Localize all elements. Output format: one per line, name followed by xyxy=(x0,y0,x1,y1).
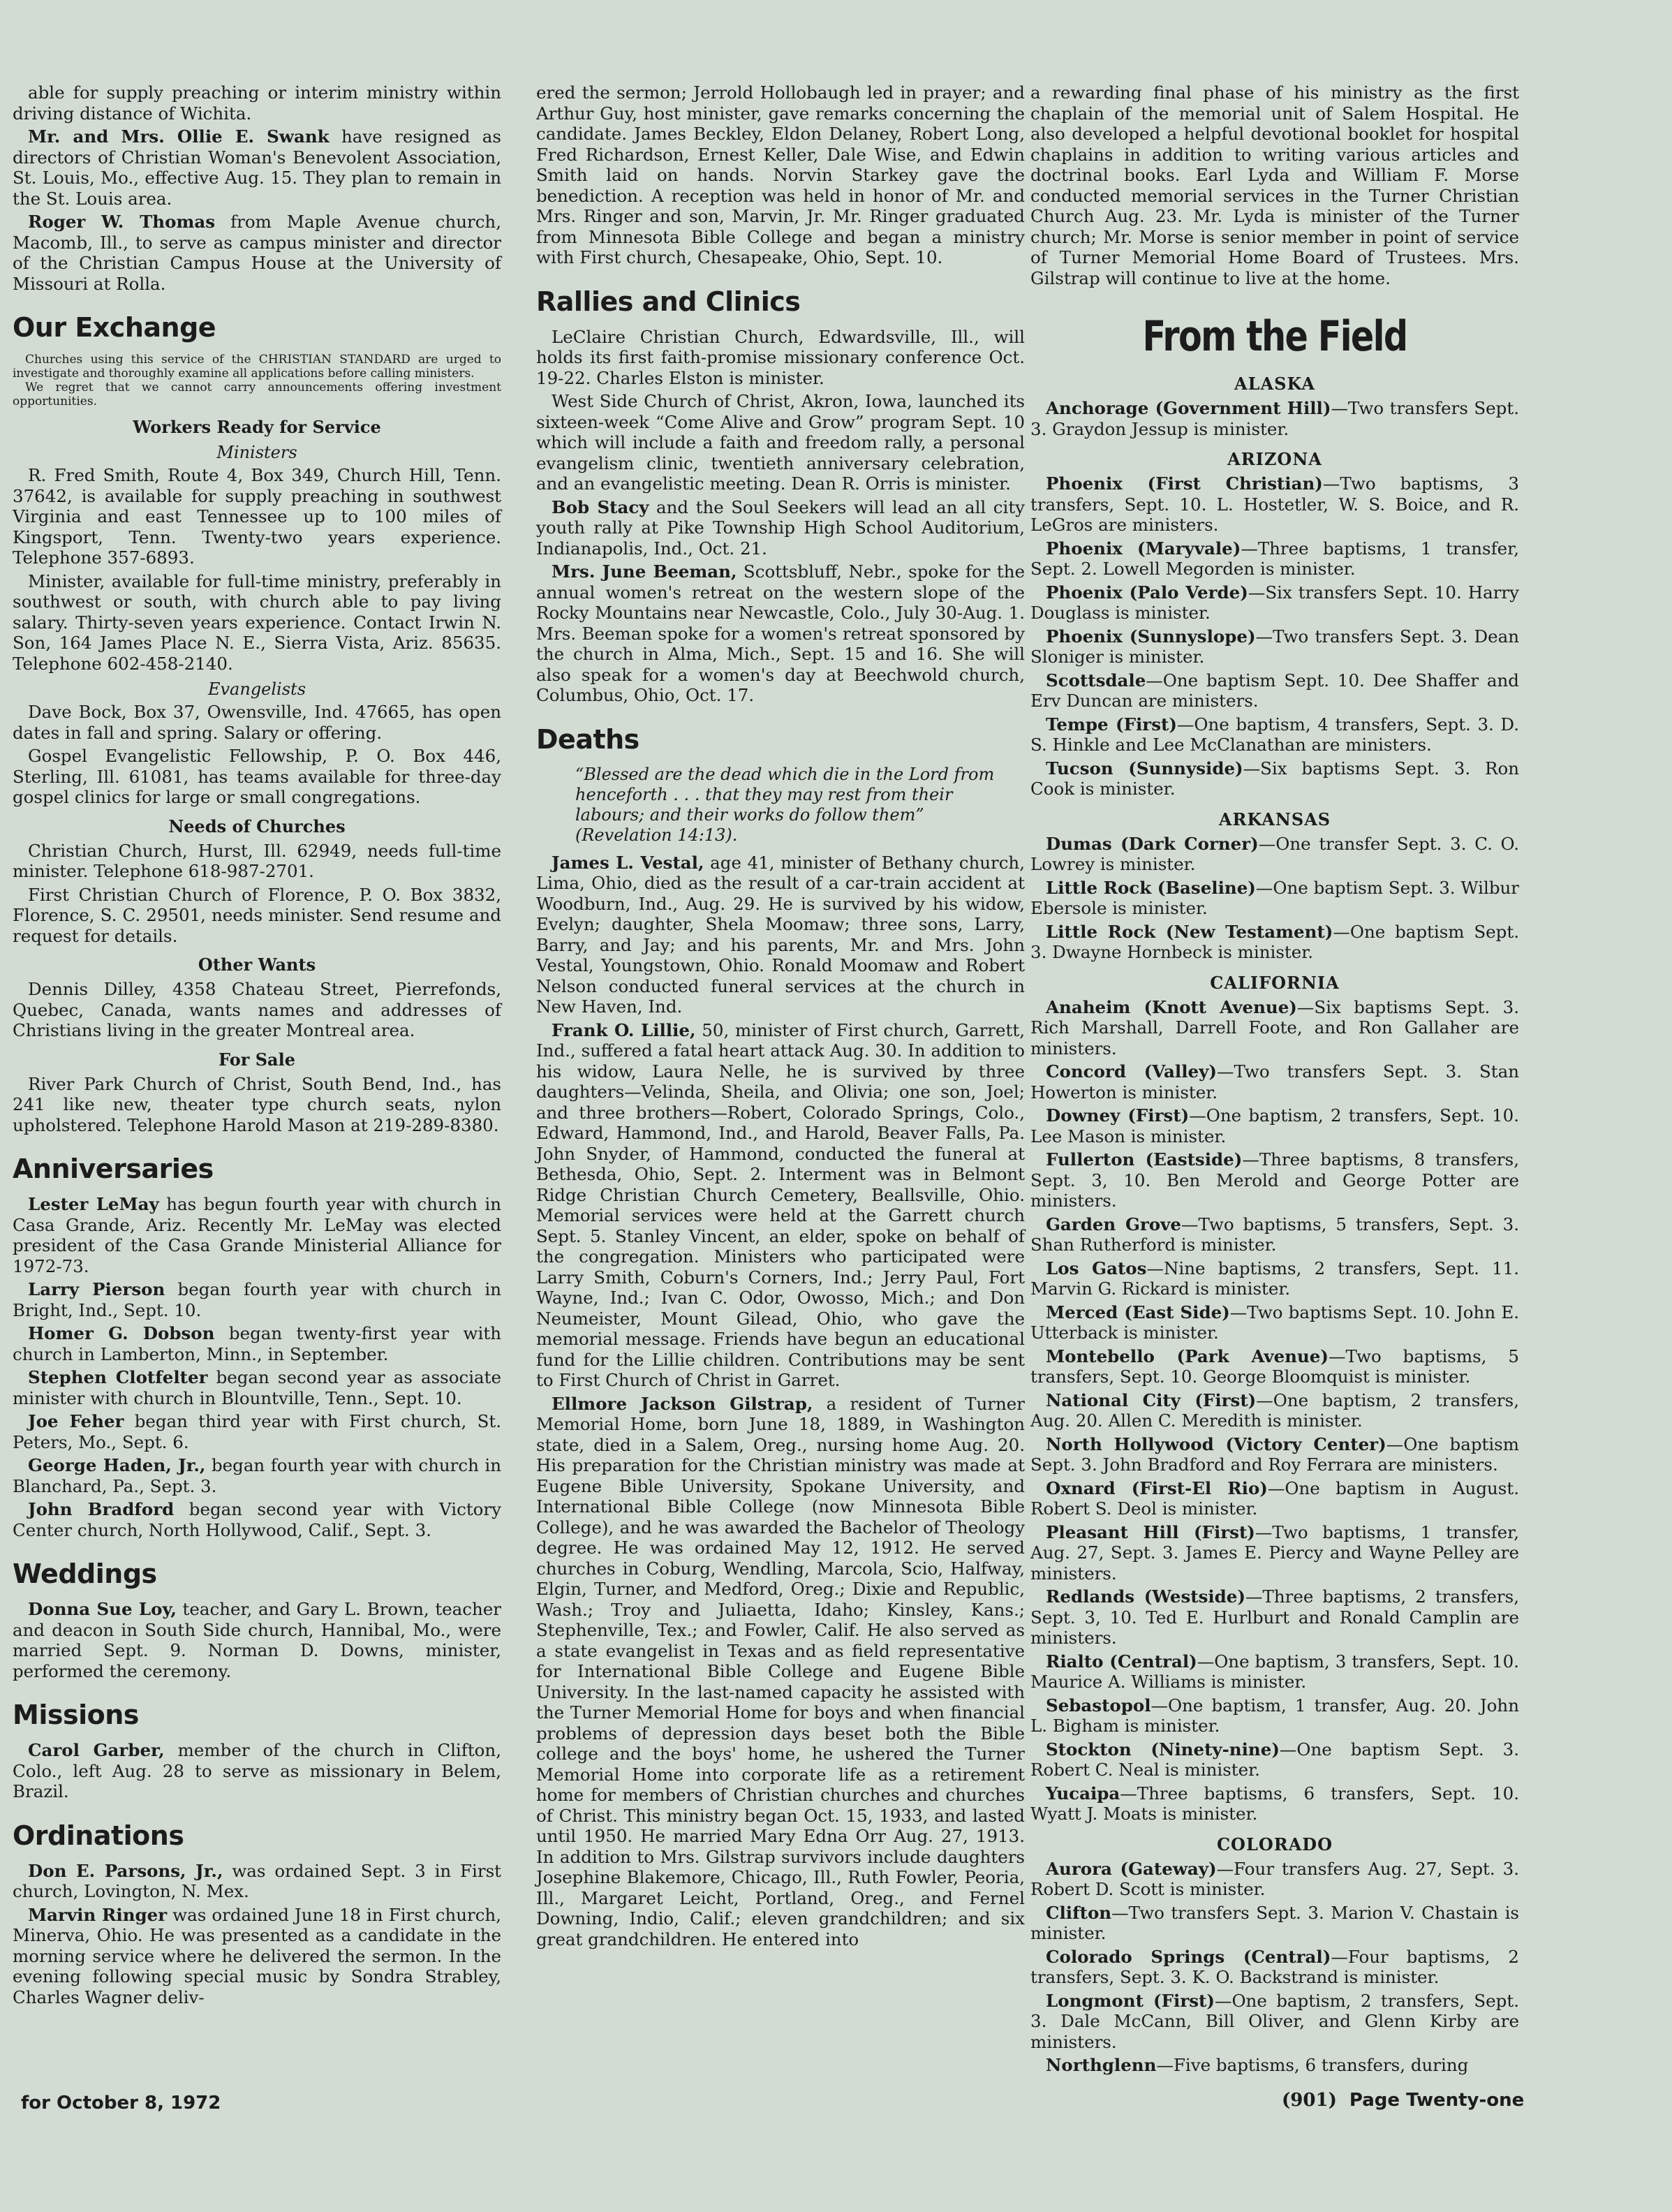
church-report: Scottsdale—One baptism Sept. 10. Dee Shaffer and Erv Duncan are ministers. xyxy=(1030,670,1519,711)
news-item: Carol Garber, member of the church in Clifton, Colo., left Aug. 28 to serve as missionary in Belem, Brazil. xyxy=(13,1740,502,1801)
state-heading: CALIFORNIA xyxy=(1210,972,1340,993)
exchange-note: Churches using this service of the CHRISTIAN STANDARD are urged to investigate and thoroughly examine all applications before calling ministers. xyxy=(13,353,501,381)
news-item: Don E. Parsons, Jr., was ordained Sept. 3 in First church, Lovington, N. Mex. xyxy=(13,1860,501,1901)
news-item: John Bradford began second year with Victory Center church, North Hollywood, Calif., Sept. 3. xyxy=(13,1499,501,1540)
from-the-field-title: From the Field xyxy=(1142,312,1407,361)
state-heading: ARIZONA xyxy=(1227,449,1322,469)
footer-page-number xyxy=(1282,2090,1524,2111)
subhead-needs: Needs of Churches xyxy=(168,816,346,836)
news-item: Stephen Clotfelter began second year as associate minister with church in Blountville, Tenn., Sept. 10. xyxy=(13,1367,502,1408)
church-report: Downey (First)—One baptism, 2 transfers, Sept. 10. Lee Mason is minister. xyxy=(1030,1105,1519,1146)
news-item: Mrs. June Beeman, Scottsbluff, Nebr., spoke for the annual women's retreat on the western slope of the Rocky Mountains near Newcastle, Colo., July 30-Aug. 1. Mrs. Beeman spoke for a women's retreat sponsored by the church in Alma, Mich., Sept. 15 and 16. She will also speak for a women's day at Beechwold church, Columbus, Ohio, Oct. 17. xyxy=(536,561,1025,705)
subhead-other-wants: Other Wants xyxy=(198,954,316,975)
page-label: Page Twenty-one xyxy=(1349,2090,1525,2111)
news-item: George Haden, Jr., began fourth year with church in Blanchard, Pa., Sept. 3. xyxy=(13,1455,501,1496)
state-heading: ARKANSAS xyxy=(1218,809,1331,830)
listing: First Christian Church of Florence, P. O. Box 3832, Florence, S. C. 29501, needs minister. Send resume and request for details. xyxy=(13,884,501,946)
church-report: Colorado Springs (Central)—Four baptisms, 2 transfers, Sept. 3. K. O. Backstrand is minister. xyxy=(1030,1946,1519,1987)
exchange-note: We regret that we cannot carry announcements offering investment opportunities. xyxy=(13,381,501,408)
church-report: Fullerton (Eastside)—Three baptisms, 8 transfers, Sept. 3, 10. Ben Merold and George Potter are ministers. xyxy=(1030,1149,1519,1211)
church-report: Concord (Valley)—Two transfers Sept. 3. Stan Howerton is minister. xyxy=(1030,1061,1519,1103)
col1-intro xyxy=(13,82,501,294)
news-item: Homer G. Dobson began twenty-first year with church in Lamberton, Minn., in September. xyxy=(13,1323,501,1364)
listing: Dennis Dilley, 4358 Chateau Street, Pierrefonds, Quebec, Canada, wants names and addresses of Christians living in the greater Montreal area. xyxy=(13,979,501,1040)
church-report: National City (First)—One baptism, 2 transfers, Aug. 20. Allen C. Meredith is minister. xyxy=(1030,1389,1519,1431)
section-title-anniversaries: Anniversaries xyxy=(13,1153,214,1184)
obituary: Frank O. Lillie, 50, minister of First church, Garrett, Ind., suffered a fatal heart attack Aug. 30. In addition to his widow, Laura Nelle, he is survived by three daughters—Velinda, Sheila, and Olivia; one son, Joel; and three brothers—Robert, Colorado Springs, Colo., Edward, Hammond, Ind., and Harold, Beaver Falls, Pa. John Snyder, of Hammond, conducted the funeral at Bethesda, Ohio, Sept. 2. Interment was in Belmont Ridge Christian Church Cemetery, Beallsville, Ohio. Memorial services were held at the Garrett church Sept. 5. Stanley Vincent, an elder, spoke on behalf of the congregation. Ministers who participated were Larry Smith, Coburn's Corners, Ind.; Jerry Paul, Fort Wayne, Ind.; Ivan C. Odor, Owosso, Mich.; and Don Neumeister, Mount Gilead, Ohio, who gave the memorial message. Friends have begun an educational fund for the Lillie children. Contributions may be sent to First Church of Christ in Garret. xyxy=(536,1019,1025,1390)
news-item: Donna Sue Loy, teacher, and Gary L. Brown, teacher and deacon in South Side church, Hannibal, Mo., were married Sept. 9. Norman D. Downs, minister, performed the ceremony. xyxy=(13,1599,501,1681)
listing: Dave Bock, Box 37, Owensville, Ind. 47665, has open dates in fall and spring. Salary or offering. xyxy=(13,702,501,743)
obituary: Ellmore Jackson Gilstrap, a resident of Turner Memorial Home, born June 18, 1889, in Washington state, died in a Salem, Oreg., nursing home Aug. 20. His preparation for the Christian ministry was made at Eugene Bible University, Spokane University, and International Bible College (now Minnesota Bible College), and he was awarded the Bachelor of Theology degree. He was ordained May 12, 1912. He served churches in Coburg, Wendling, Marcola, Scio, Halfway, Elgin, Turner, and Medford, Oreg.; Dixie and Republic, Wash.; Troy and Juliaetta, Idaho; Kinsley, Kans.; Stephenville, Tex.; and Fowler, Calif. He also served as a state evangelist in Texas and as field representative for International Bible College and Eugene Bible University. In the last-named capacity he assisted with the Turner Memorial Home for boys and when financial problems of depression days beset both the Bible college and the boys' home, he ushered the Turner Memorial Home into corporate life as a retirement home for members of Christian churches and churches of Christ. This ministry began Oct. 15, 1933, and lasted until 1950. He married Mary Edna Orr Aug. 27, 1913. In addition to Mrs. Gilstrap survivors include daughters Josephine Blakemore, Chicago, Ill., Ruth Fowler, Peoria, Ill., Margaret Leicht, Portland, Oreg., and Fernel Downing, Indio, Calif.; eleven grandchildren; and six great grandchildren. He entered into xyxy=(536,1393,1026,1949)
church-report: Little Rock (New Testament)—One baptism Sept. 3. Dwayne Hornbeck is minister. xyxy=(1030,921,1520,962)
church-report: Phoenix (Maryvale)—Three baptisms, 1 transfer, Sept. 2. Lowell Megorden is minister. xyxy=(1030,538,1519,579)
news-item: Joe Feher began third year with First church, St. Peters, Mo., Sept. 6. xyxy=(13,1411,501,1452)
section-title-our-exchange: Our Exchange xyxy=(13,312,216,343)
section-title-missions: Missions xyxy=(13,1699,139,1730)
column-3 xyxy=(1030,82,1519,2079)
paragraph: Mr. and Mrs. Ollie E. Swank have resigned as directors of Christian Woman's Benevolent Association, St. Louis, Mo., effective Aug. 15. They plan to remain in the St. Louis area. xyxy=(13,126,501,209)
church-report: Northglenn—Five baptisms, 6 transfers, during xyxy=(1046,2055,1469,2075)
listing: Christian Church, Hurst, Ill. 62949, needs full-time minister. Telephone 618-987-2701. xyxy=(13,840,501,881)
church-report: Redlands (Westside)—Three baptisms, 2 transfers, Sept. 3, 10. Ted E. Hurlburt and Ronald Camplin are ministers. xyxy=(1030,1586,1519,1648)
news-item: LeClaire Christian Church, Edwardsville, Ill., will holds its first faith-promise missionary conference Oct. 19-22. Charles Elston is minister. xyxy=(536,326,1025,388)
obituary: James L. Vestal, age 41, minister of Bethany church, Lima, Ohio, died as the result of a car-train accident at Woodburn, Ind., Aug. 29. He is survived by his widow, Evelyn; daughter, Shela Moomaw; three sons, Larry, Barry, and Jay; and his parents, Mr. and Mrs. John Vestal, Youngstown, Ohio. Ronald Moomaw and Robert Nelson conducted funeral services at the church in New Haven, Ind. xyxy=(536,852,1025,1017)
section-title-deaths: Deaths xyxy=(536,723,639,755)
church-report: Pleasant Hill (First)—Two baptisms, 1 transfer, Aug. 27, Sept. 3. James E. Piercy and Wayne Pelley are ministers. xyxy=(1030,1521,1519,1584)
news-item: Lester LeMay has begun fourth year with church in Casa Grande, Ariz. Recently Mr. LeMay was elected president of the Casa Grande Ministerial Alliance for 1972-73. xyxy=(13,1194,501,1276)
church-report: Clifton—Two transfers Sept. 3. Marion V. Chastain is minister. xyxy=(1030,1902,1519,1943)
church-report: Dumas (Dark Corner)—One transfer Sept. 3. C. O. Lowrey is minister. xyxy=(1030,833,1519,874)
listing: River Park Church of Christ, South Bend, Ind., has 241 like new, theater type church seats, nylon upholstered. Telephone Harold Mason at 219-289-8380. xyxy=(13,1073,501,1135)
state-reports xyxy=(1030,374,1519,2076)
church-report: Little Rock (Baseline)—One baptism Sept. 3. Wilbur Ebersole is minister. xyxy=(1030,877,1519,918)
church-report: Anaheim (Knott Avenue)—Six baptisms Sept. 3. Rich Marshall, Darrell Foote, and Ron Gallaher are ministers. xyxy=(1030,996,1519,1059)
news-item: Larry Pierson began fourth year with church in Bright, Ind., Sept. 10. xyxy=(13,1279,502,1320)
section-title-rallies: Rallies and Clinics xyxy=(536,286,801,317)
page-code: (901) xyxy=(1282,2090,1337,2111)
church-report: Los Gatos—Nine baptisms, 2 transfers, Sept. 11. Marvin G. Rickard is minister. xyxy=(1030,1258,1519,1299)
paragraph: a rewarding final phase of his ministry as the first chaplain of the memorial unit of Salem Hospital. He also developed a helpful devotional booklet for hospital chaplains in addition to writing various articles and doctrinal books. Earl Lyda and William F. Morse conducted memorial services in the Turner Christian Church Aug. 23. Mr. Lyda is minister of the Turner church; Mr. Morse is senior member in point of service of Turner Memorial Home Board of Trustees. Mrs. Gilstrap will continue to live at the home. xyxy=(1030,82,1519,288)
church-report: Longmont (First)—One baptism, 2 transfers, Sept. 3. Dale McCann, Bill Oliver, and Glenn Kirby are ministers. xyxy=(1030,1990,1519,2052)
church-report: Oxnard (First-El Rio)—One baptism in August. Robert S. Deol is minister. xyxy=(1030,1477,1519,1519)
church-report: North Hollywood (Victory Center)—One baptism Sept. 3. John Bradford and Roy Ferrara are ministers. xyxy=(1030,1433,1519,1475)
section-title-weddings: Weddings xyxy=(13,1558,157,1589)
listing: Gospel Evangelistic Fellowship, P. O. Box 446, Sterling, Ill. 61081, has teams available for three-day gospel clinics for large or small congregations. xyxy=(13,746,501,807)
subhead-workers: Workers Ready for Service xyxy=(133,417,381,437)
paragraph: ered the sermon; Jerrold Hollobaugh led in prayer; and Arthur Guy, host minister, gave remarks concerning the candidate. James Beckley, Eldon Delaney, Robert Long, Fred Richardson, Ernest Keller, Dale Wise, and Edwin Smith laid on hands. Norvin Starkey gave the benediction. A reception was held in honor of Mr. and Mrs. Ringer and son, Marvin, Jr. Mr. Ringer graduated from Minnesota Bible College and began a ministry with First church, Chesapeake, Ohio, Sept. 10. xyxy=(536,82,1025,267)
state-heading: ALASKA xyxy=(1234,374,1315,394)
church-report: Tempe (First)—One baptism, 4 transfers, Sept. 3. D. S. Hinkle and Lee McClanathan are ministers. xyxy=(1030,714,1519,755)
church-report: Merced (East Side)—Two baptisms Sept. 10. John E. Utterback is minister. xyxy=(1030,1302,1520,1343)
church-report: Yucaipa—Three baptisms, 6 transfers, Sept. 10. Wyatt J. Moats is minister. xyxy=(1030,1783,1519,1824)
paragraph: Roger W. Thomas from Maple Avenue church, Macomb, Ill., to serve as campus minister and director of the Christian Campus House at the University of Missouri at Rolla. xyxy=(13,212,501,294)
column-1 xyxy=(13,82,501,2010)
church-report: Phoenix (Sunnyslope)—Two transfers Sept. 3. Dean Sloniger is minister. xyxy=(1030,626,1519,667)
paragraph: able for supply preaching or interim ministry within driving distance of Wichita. xyxy=(13,82,501,124)
news-item: Marvin Ringer was ordained June 18 in First church, Minerva, Ohio. He was presented as a candidate in the morning service where he delivered the sermon. In the evening following special music by Sondra Strabley, Charles Wagner deliv- xyxy=(13,1904,501,2007)
state-heading: COLORADO xyxy=(1216,1834,1333,1855)
listing: Minister, available for full-time ministry, preferably in southwest or south, with church able to pay living salary. Thirty-seven years experience. Contact Irwin N. Son, 164 James Place N. E., Sierra Vista, Ariz. 85635. Telephone 602-458-2140. xyxy=(13,570,501,674)
footer-issue-date: for October 8, 1972 xyxy=(21,2093,221,2114)
church-report: Aurora (Gateway)—Four transfers Aug. 27, Sept. 3. Robert D. Scott is minister. xyxy=(1030,1858,1519,1899)
subhead-ministers: Ministers xyxy=(216,443,297,462)
church-report: Montebello (Park Avenue)—Two baptisms, 5 transfers, Sept. 10. George Bloomquist is minister. xyxy=(1030,1345,1519,1387)
subhead-evangelists: Evangelists xyxy=(207,679,306,699)
listing: R. Fred Smith, Route 4, Box 349, Church Hill, Tenn. 37642, is available for supply preaching in southwest Virginia and east Tennessee up to 100 miles of Kingsport, Tenn. Twenty-two years experience. Telephone 357-6893. xyxy=(13,465,501,568)
church-report: Phoenix (First Christian)—Two baptisms, 3 transfers, Sept. 10. L. Hostetler, W. S. Boice, and R. LeGros are ministers. xyxy=(1030,473,1519,535)
news-item: West Side Church of Christ, Akron, Iowa, launched its sixteen-week “Come Alive and Grow” program Sept. 10 which will include a faith and freedom rally, a personal evangelism clinic, twentieth anniversary celebration, and an evangelistic meeting. Dean R. Orris is minister. xyxy=(536,391,1025,494)
church-report: Sebastopol—One baptism, 1 transfer, Aug. 20. John L. Bigham is minister. xyxy=(1030,1695,1519,1736)
subhead-for-sale: For Sale xyxy=(218,1049,295,1070)
church-report: Rialto (Central)—One baptism, 3 transfers, Sept. 10. Maurice A. Williams is minister. xyxy=(1030,1651,1519,1692)
section-title-ordinations: Ordinations xyxy=(13,1820,184,1851)
column-2 xyxy=(536,82,1025,1952)
news-item: Bob Stacy and the Soul Seekers will lead an all city youth rally at Pike Township High School Auditorium, Indianapolis, Ind., Oct. 21. xyxy=(536,496,1026,559)
church-report: Tucson (Sunnyside)—Six baptisms Sept. 3. Ron Cook is minister. xyxy=(1030,758,1519,799)
church-report: Anchorage (Government Hill)—Two transfers Sept. 3. Graydon Jessup is minister. xyxy=(1030,398,1519,439)
scripture-quote: “Blessed are the dead which die in the Lord from henceforth . . . that they may rest from their labours; and their works do follow them” (Revelation 14:13). xyxy=(575,764,995,845)
church-report: Phoenix (Palo Verde)—Six transfers Sept. 10. Harry Douglass is minister. xyxy=(1030,582,1519,623)
church-report: Stockton (Ninety-nine)—One baptism Sept. 3. Robert C. Neal is minister. xyxy=(1030,1739,1519,1780)
church-report: Garden Grove—Two baptisms, 5 transfers, Sept. 3. Shan Rutherford is minister. xyxy=(1030,1214,1520,1255)
